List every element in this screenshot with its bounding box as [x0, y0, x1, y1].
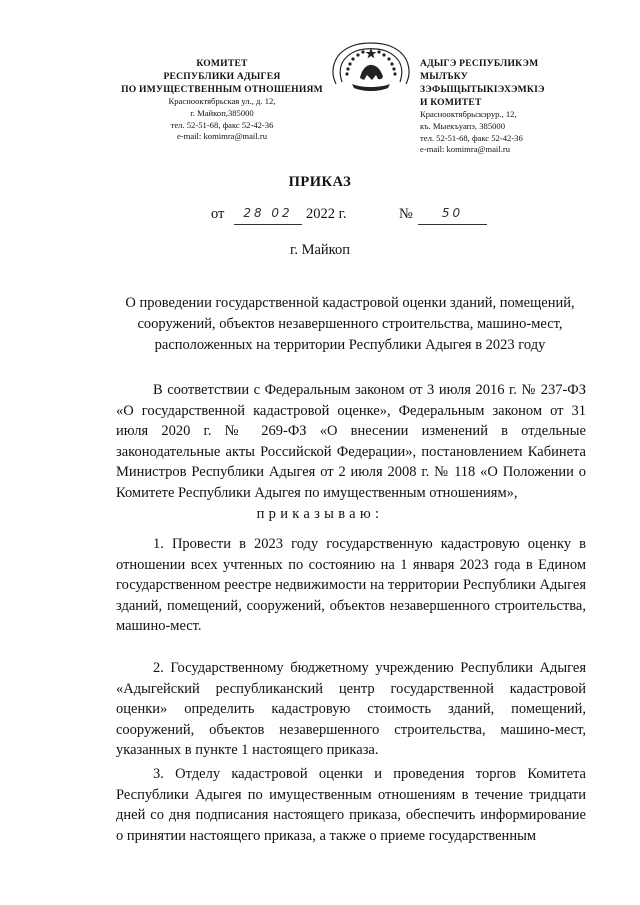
item-3-paragraph: 3. Отделу кадастровой оценки и проведения торгов Комитета Республики Адыгея по имущественным отношениям в течение тридцати дней со дня подписания настоящего приказа, обеспечить информирование о принятии настоящего приказа, а также о приеме государственным: [116, 766, 586, 844]
header-right-phone: тел. 52-51-68, факс 52-42-36: [420, 132, 523, 143]
item-2-paragraph: 2. Государственному бюджетному учреждению Республики Адыгея «Адыгейский республиканский центр государственной кадастровой оценки» определить кадастровую стоимость зданий, помещений, сооружений, объектов незавершенного строительства, машино-мест, указанных в пункте 1 настоящего приказа.: [116, 660, 586, 758]
header-right-line2: МЫЛЪКУ ЗЭФЫЩЫТЫКІЭХЭМКІЭ: [420, 71, 545, 95]
order-word: приказываю:: [256, 506, 384, 522]
header-right-email: e-mail: komimra@mail.ru: [420, 144, 511, 155]
date-year: 2022 г.: [306, 206, 347, 222]
number-sign: №: [399, 206, 413, 222]
header-left-line2: РЕСПУБЛИКИ АДЫГЕЯ: [163, 71, 281, 82]
item-1-paragraph: 1. Провести в 2023 году государственную кадастровую оценку в отношении всех учтенных по состоянию на 1 января 2023 года в Едином государственном реестре недвижимости на территории Республики Адыгея зданий, помещений, сооружений, объектов незавершенного строительства, машино-мест.: [116, 536, 586, 634]
header-right-line3: И КОМИТЕТ: [420, 97, 482, 108]
header-right: [420, 57, 570, 156]
date-prefix: от: [211, 206, 225, 222]
header-left-line3: ПО ИМУЩЕСТВЕННЫМ ОТНОШЕНИЯМ: [121, 84, 323, 95]
coat-of-arms-emblem: [322, 38, 420, 94]
header-left-address: Краснооктябрьская ул., д. 12,: [168, 96, 276, 106]
header-right-city: къ. Мыекъуапэ, 385000: [420, 120, 506, 131]
handwritten-date: 28 02: [234, 206, 302, 225]
order-subject: О проведении государственной кадастровой оценки зданий, помещений, сооружений, объектов незавершенного строительства, машино-мест, расположенных на территории Республики Адыгея в 2023 году: [125, 295, 575, 353]
city-line: г. Майкоп: [290, 242, 350, 258]
document-title: ПРИКАЗ: [288, 174, 352, 190]
intro-paragraph: В соответствии с Федеральным законом от 3 июля 2016 г. № 237-ФЗ «О государственной кадастровой оценке», Федеральным законом от 31 июля 2020 г. № 269-ФЗ «О внесении изменений в отдельные законодательные акты Российской Федерации», постановлением Кабинета Министров Республики Адыгея от 2 июля 2008 г. № 118 «О Положении о Комитете Республики Адыгея по имущественным отношениям»,: [116, 382, 586, 501]
header-left-line1: КОМИТЕТ: [196, 58, 248, 69]
header-left-city: г. Майкоп,385000: [190, 107, 254, 118]
header-left-phone: тел. 52-51-68, факс 52-42-36: [170, 119, 274, 130]
header-right-line1: АДЫГЭ РЕСПУБЛИКЭМ: [420, 58, 539, 69]
header-left: [118, 57, 326, 143]
header-right-address: Краснооктябрьскэрур., 12,: [420, 109, 517, 119]
handwritten-number: 50: [418, 206, 487, 225]
header-left-email: e-mail: komimra@mail.ru: [176, 131, 267, 142]
